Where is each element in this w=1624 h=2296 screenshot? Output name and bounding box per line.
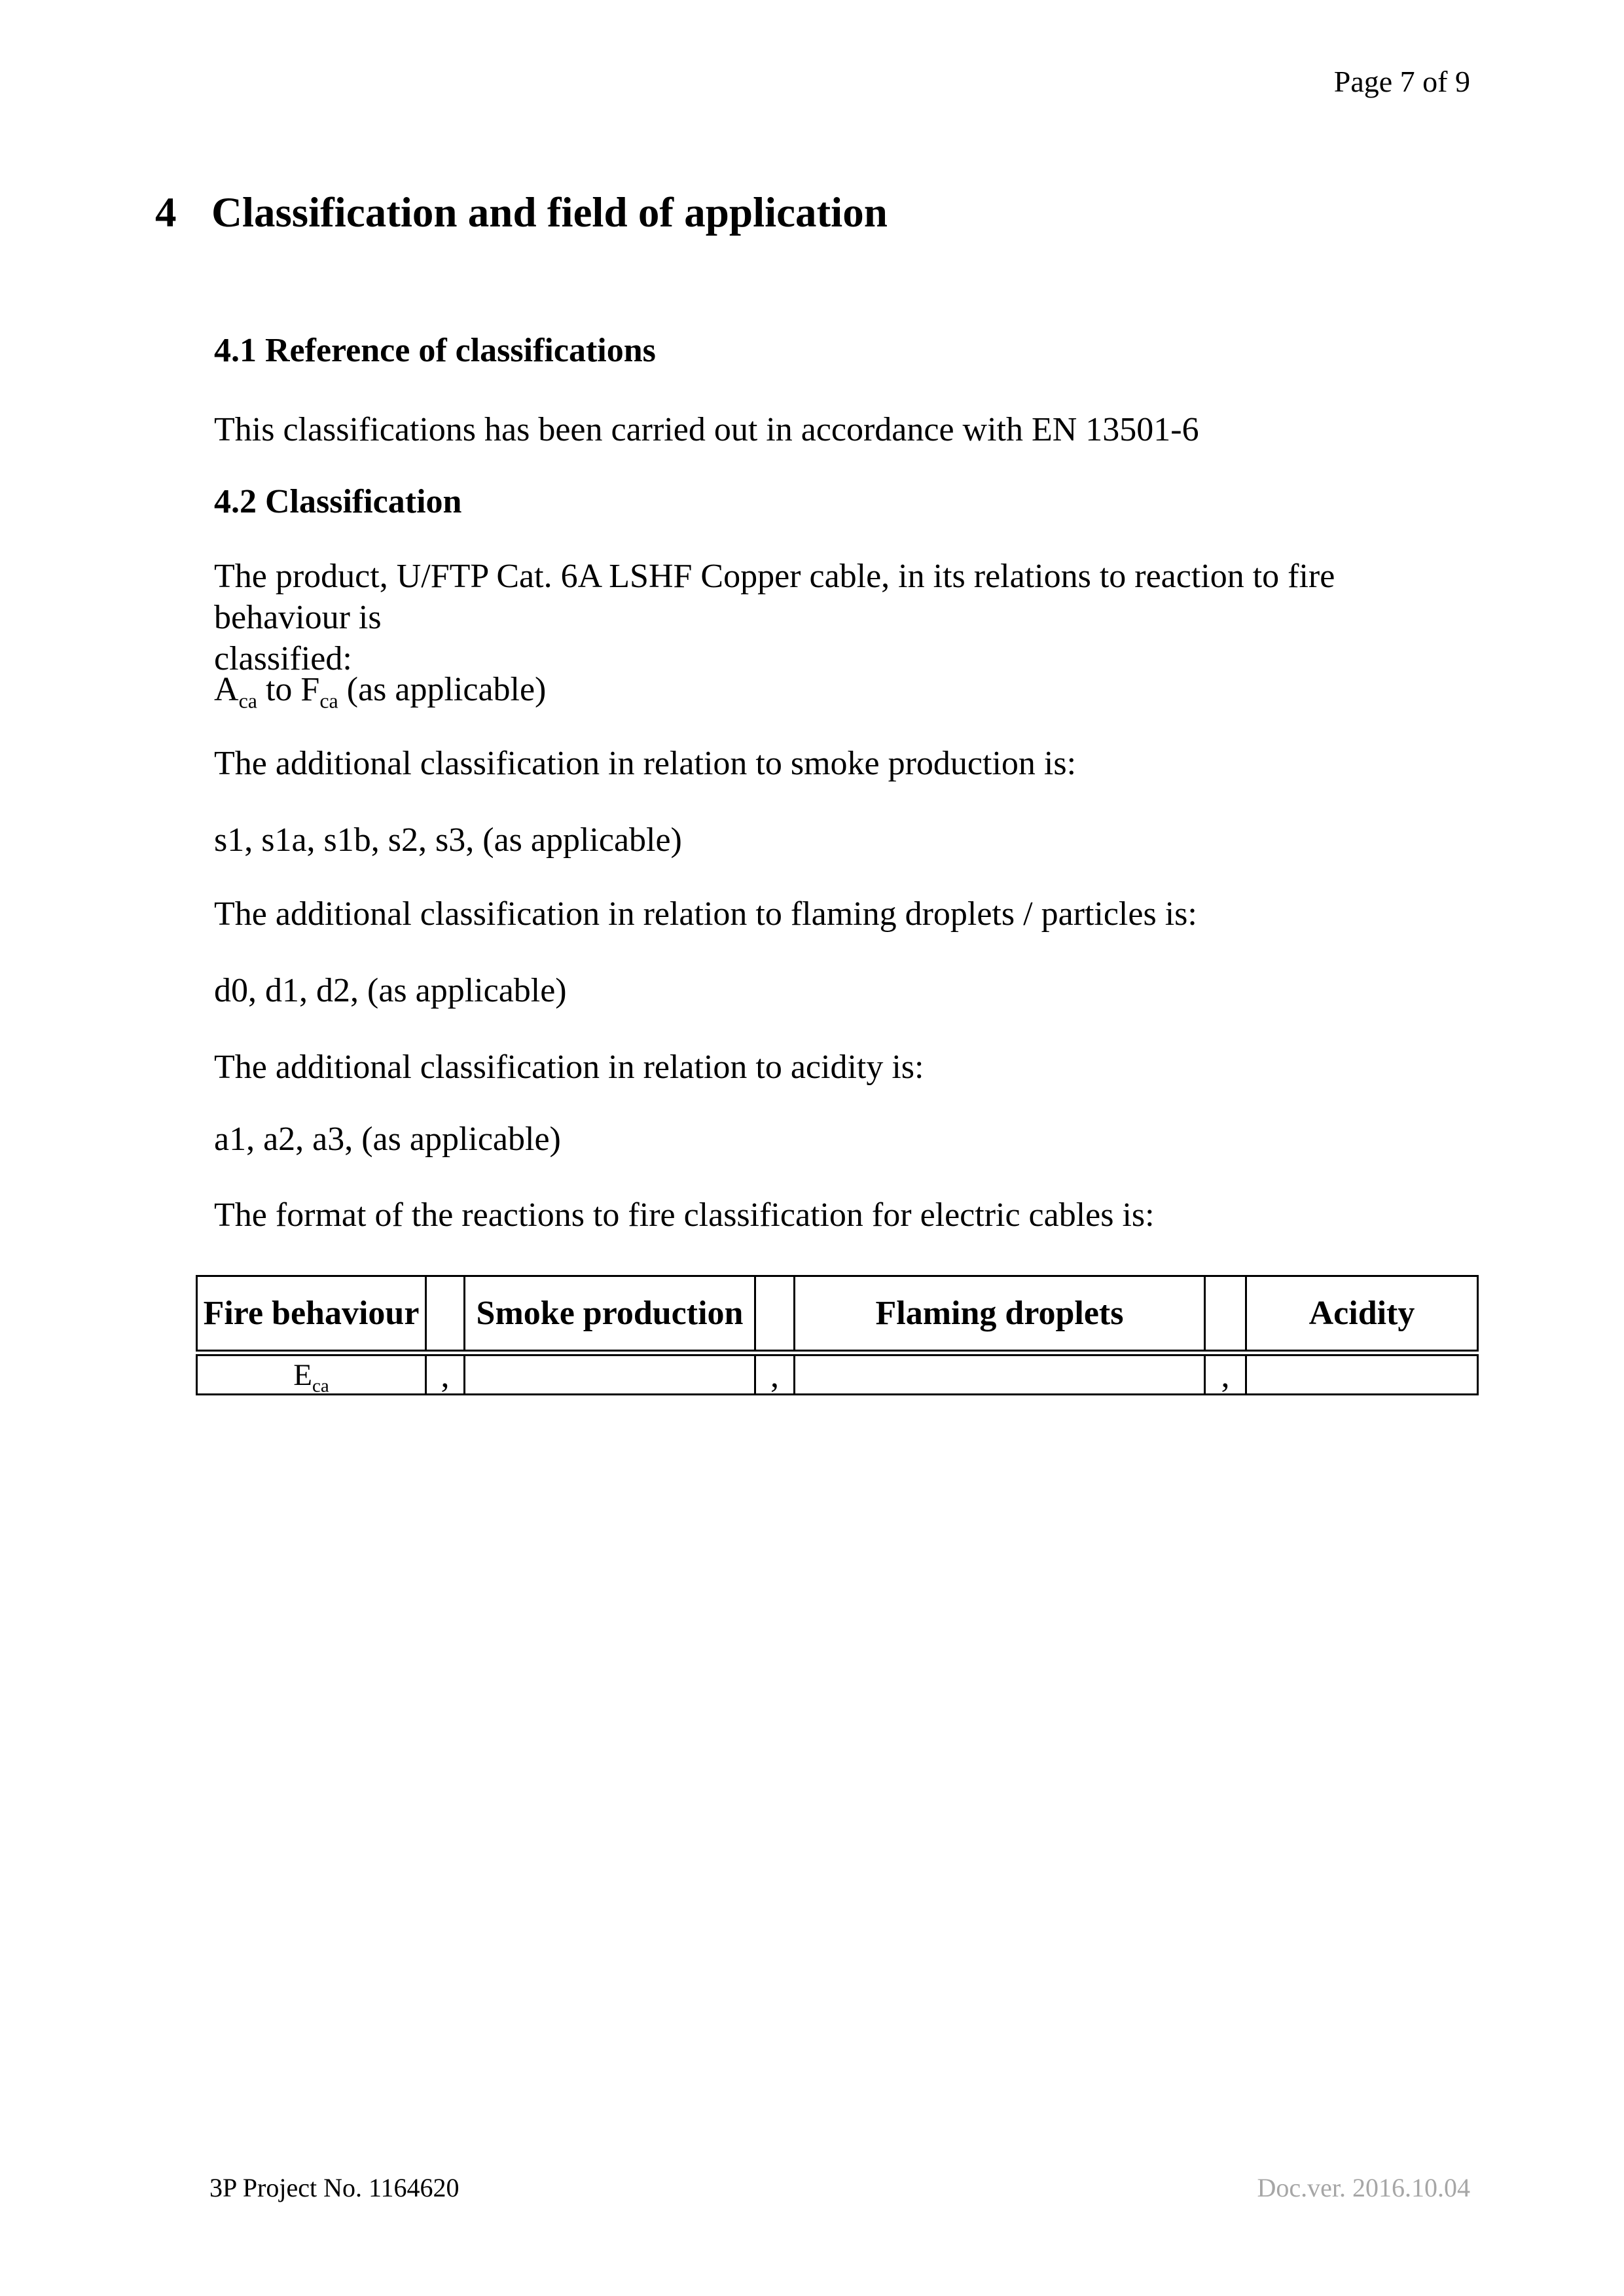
class-applicable-text: (as applicable)	[338, 671, 547, 708]
table-header-row	[197, 1276, 1478, 1354]
cell-flaming-droplets-value	[795, 1353, 1205, 1395]
subsection-title-4-1: 4.1 Reference of classifications	[214, 332, 656, 369]
cell-smoke-production-value	[465, 1353, 755, 1395]
fire-behaviour-classes-line	[214, 669, 1471, 713]
header-smoke-production: Smoke production	[465, 1276, 755, 1354]
cell-comma-2: ,	[755, 1353, 795, 1395]
flaming-droplets-values: d0, d1, d2, (as applicable)	[214, 972, 567, 1009]
footer-doc-version: Doc.ver. 2016.10.04	[1257, 2173, 1470, 2202]
header-separator-2	[755, 1276, 795, 1354]
cell-fire-behaviour-class	[197, 1353, 426, 1395]
intro-line-2: classified:	[214, 640, 352, 677]
format-label: The format of the reactions to fire classification for electric cables is:	[214, 1196, 1155, 1234]
header-fire-behaviour: Fire behaviour	[197, 1276, 426, 1354]
intro-line-1: The product, U/FTP Cat. 6A LSHF Copper cable, in its relations to reaction to fire behaviour is	[214, 558, 1335, 636]
section-heading-number: 4	[155, 189, 177, 236]
classification-intro-paragraph	[214, 556, 1471, 679]
class-a-base: A	[214, 671, 239, 708]
header-separator-1	[426, 1276, 465, 1354]
table-data-row	[197, 1353, 1478, 1395]
header-acidity: Acidity	[1246, 1276, 1478, 1354]
eca-base: E	[293, 1357, 312, 1392]
flaming-droplets-label: The additional classification in relation to flaming droplets / particles is:	[214, 895, 1197, 933]
reference-paragraph: This classifications has been carried out in accordance with EN 13501-6	[214, 411, 1199, 448]
acidity-values: a1, a2, a3, (as applicable)	[214, 1121, 561, 1158]
class-a-subscript: ca	[238, 689, 257, 713]
smoke-production-values: s1, s1a, s1b, s2, s3, (as applicable)	[214, 821, 682, 859]
class-range-text: to F	[257, 671, 320, 708]
footer-project-number: 3P Project No. 1164620	[209, 2173, 460, 2202]
header-separator-3	[1205, 1276, 1246, 1354]
smoke-production-label: The additional classification in relation to smoke production is:	[214, 745, 1077, 782]
section-heading	[155, 188, 888, 238]
cell-acidity-value	[1246, 1353, 1478, 1395]
cell-comma-1: ,	[426, 1353, 465, 1395]
class-f-subscript: ca	[319, 689, 338, 713]
classification-format-table	[196, 1275, 1479, 1395]
header-flaming-droplets: Flaming droplets	[795, 1276, 1205, 1354]
page-number: Page 7 of 9	[1333, 65, 1470, 98]
cell-comma-3: ,	[1205, 1353, 1246, 1395]
acidity-label: The additional classification in relation to acidity is:	[214, 1049, 924, 1086]
subsection-title-4-2: 4.2 Classification	[214, 483, 462, 520]
section-heading-title: Classification and field of application	[211, 189, 888, 236]
eca-subscript: ca	[312, 1374, 329, 1395]
